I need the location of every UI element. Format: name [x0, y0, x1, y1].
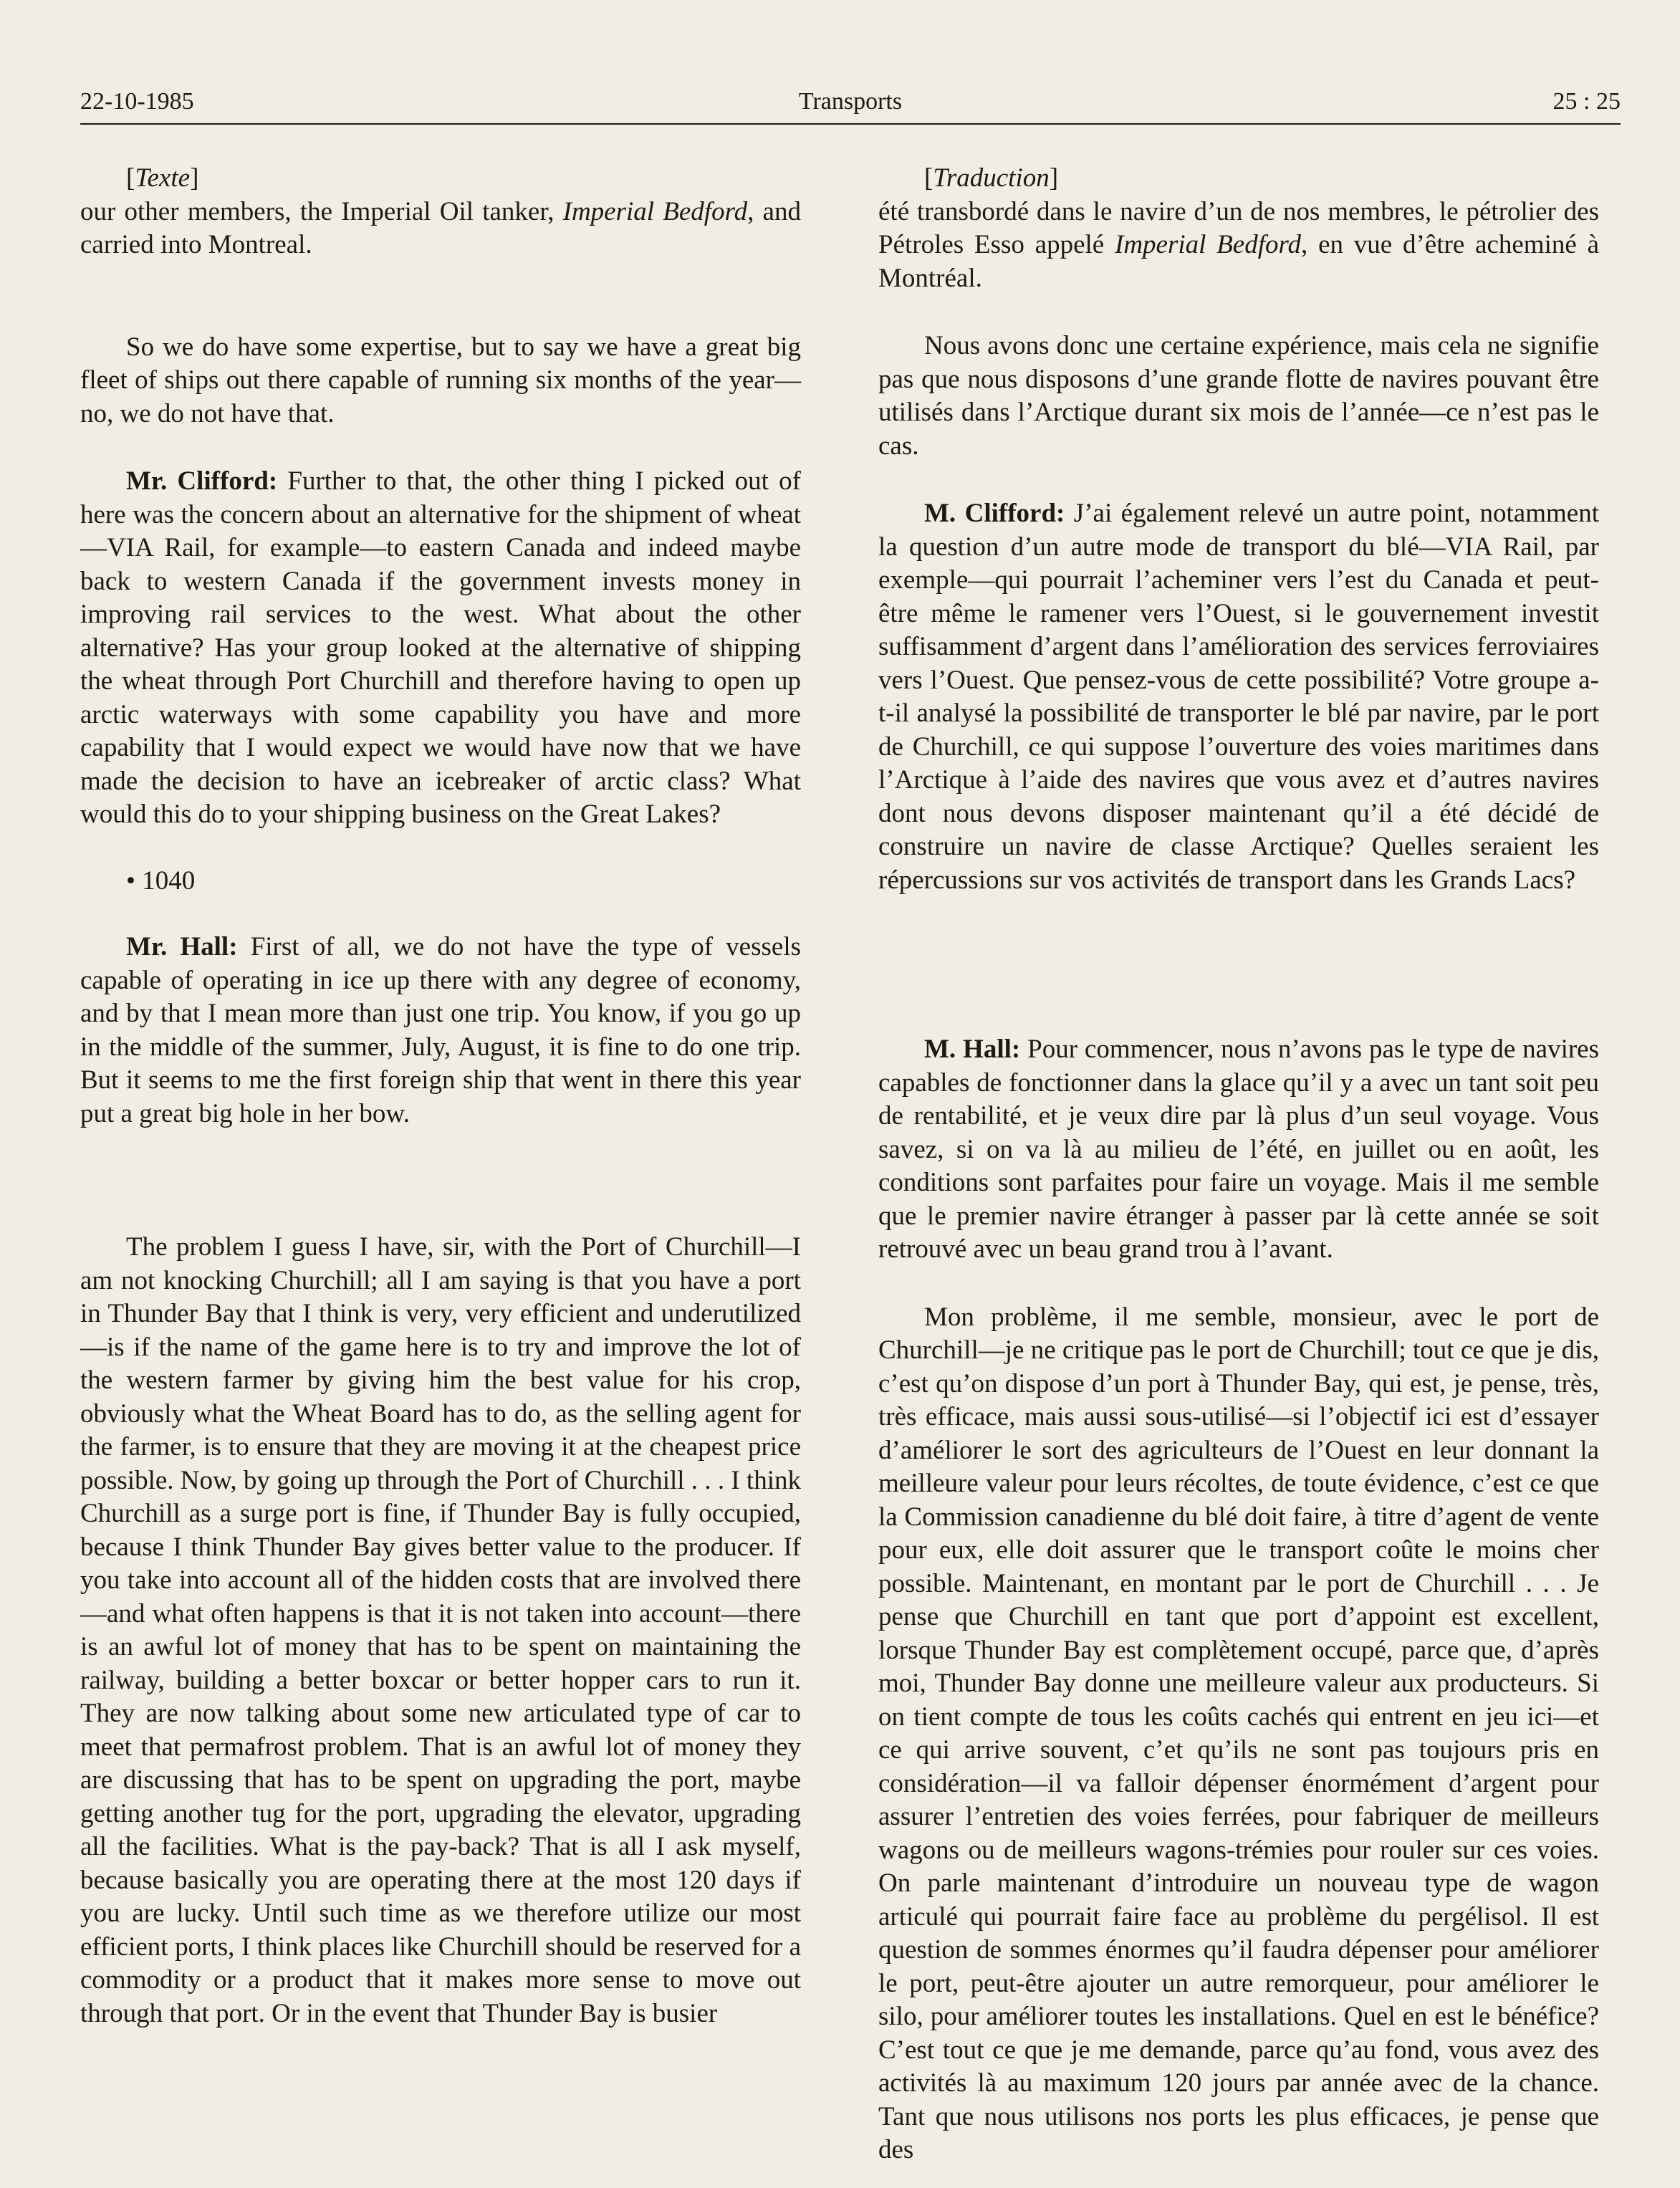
label-traduction-word: Traduction — [933, 163, 1050, 193]
label-texte-word: Texte — [135, 163, 191, 193]
speaker-name: M. Clifford: — [924, 499, 1065, 528]
header-title: Transports — [798, 88, 903, 115]
header-page-number: 25 : 25 — [1552, 88, 1621, 115]
paragraph-clifford — [878, 497, 1599, 897]
speaker-name: Mr. Hall: — [126, 932, 238, 961]
paragraph-5: Mon problème, il me semble, monsieur, avec le port de Churchill—je ne critique pas le port de Churchill; tout ce que je dis, c’est qu’on dispose d’un port à Thunder Bay, qui est, je pense, très, très efficace, mais aussi sous-utilisé—si l’objectif ici est d’essayer d’améliorer le sort des agriculteurs de l’Ouest en leur donnant la meilleure valeur pour leurs récoltes, de toute évidence, c’est ce que la Commission canadienne du blé doit faire, à titre d’agent de vente pour eux, elle doit assurer que le transport coûte le moins cher possible. Maintenant, en montant par le port de Churchill . . . Je pense que Churchill en tant que port d’appoint est excellent, lorsque Thunder Bay est complètement occupé, parce que, d’après moi, Thunder Bay donne une meilleure valeur aux producteurs. Si on tient compte de tous les coûts cachés qui entrent en jeu ici—et ce qui arrive souvent, c’et qu’ils ne sont pas toujours pris en considération—il va falloir dépenser énormément d’argent pour assurer l’entretien des voies ferrées, pour fabriquer de meilleurs wagons ou de meilleurs wagons-trémies pour rouler sur ces voies. On parle maintenant d’introduire un nouveau type de wagon articulé qui pourrait faire face au problème du pergélisol. Il est question de sommes énormes qu’il faudra dépenser pour améliorer le port, peut-être ajouter un autre remorqueur, pour améliorer le silo, pour améliorer toutes les installations. Quel en est le bénéfice? C’est tout ce que je me demande, parce qu’au fond, vous avez des activités là au maximum 120 jours par année avec de la chance. Tant que nous utilisons nos ports les plus efficaces, je pense que des — [878, 1302, 1599, 2164]
paragraph-5: The problem I guess I have, sir, with the Port of Churchill—I am not knocking Churchill; all I am saying is that you have a port in Thunder Bay that I think is very, very efficient and underutilized—is if the name of the game here is to try and improve the lot of the western farmer by giving him the best value for his crop, obviously what the Wheat Board has to do, as the selling agent for the farmer, is to ensure that they are moving it at the cheapest price possible. Now, by going up through the Port of Churchill . . . I think Churchill as a surge port is fine, if Thunder Bay is fully occupied, because I think Thunder Bay gives better value to the producer. If you take into account all of the hidden costs that are involved there—and what often happens is that it is not taken into account—there is an awful lot of money that has to be spent on maintaining the railway, building a better boxcar or better hopper cars to run it. They are now talking about some new articulated type of car to meet that permafrost problem. That is an awful lot of money they are discussing that has to be spent on upgrading the port, maybe getting another tug for the port, upgrading the elevator, upgrading all the facilities. What is the pay-back? That is all I ask myself, because basically you are operating there at the most 120 days if you are lucky. Until such time as we therefore utilize our most efficient ports, I think places like Churchill should be reserved for a commodity or a product that it makes more sense to move out through that port. Or in the event that Thunder Bay is busier — [80, 1232, 801, 2028]
speech-text: First of all, we do not have the type of vessels capable of operating in ice up there with any degree of economy, and by that I mean more than just one trip. You know, if you go up in the middle of the summer, July, August, it is fine to do one trip. But it seems to me the first foreign ship that went in there this year put a great big hole in her bow. — [80, 932, 802, 1128]
speaker-name: M. Hall: — [924, 1035, 1021, 1064]
section-label-traduction: [Traduction] — [924, 163, 1059, 193]
paragraph-hall — [878, 1033, 1599, 1267]
speech-text: Further to that, the other thing I picked out of here was the concern about an alternative for the shipment of wheat—VIA Rail, for example—to eastern Canada and indeed maybe back to western Canada if the government invests money in improving rail services to the west. What about the other alternative? Has your group looked at the alternative of shipping the wheat through Port Churchill and therefore having to open up arctic waterways with some capability you have and more capability that I would expect we would have now that we have made the decision to have an icebreaker of arctic class? What would this do to your shipping business on the Great Lakes? — [80, 466, 801, 829]
paragraph-2: So we do have some expertise, but to say we have a great big fleet of ships out there capable of running six months of the year—no, we do not have that. — [80, 332, 801, 428]
speech-text: Pour commencer, nous n’avons pas le type de navires capables de fonctionner dans la glace qu’il y a avec un tant soit peu de rentabilité, et je veux dire par là plus d’un seul voyage. Vous savez, si on va là au milieu de l’été, en juillet ou en août, les conditions sont parfaites pour faire un voyage. Mais il me semble que le premier navire étranger à passer par là cette année se soit retrouvé avec un beau grand trou à l’avant. — [878, 1035, 1599, 1264]
english-column — [80, 162, 801, 2030]
paragraph-clifford — [80, 465, 801, 832]
paragraph-hall — [80, 931, 801, 1131]
section-label-texte: [Texte] — [126, 163, 199, 193]
header-rule — [80, 123, 1621, 125]
french-column — [878, 162, 1599, 2167]
speaker-name: Mr. Clifford: — [126, 466, 278, 496]
time-marker: • 1040 — [126, 865, 196, 896]
paragraph-2: Nous avons donc une certaine expérience, mais cela ne signifie pas que nous disposons d’une grande flotte de navires pouvant être utilisés dans l’Arctique durant six mois de l’année—ce n’est pas le cas. — [878, 331, 1599, 461]
ship-name: Imperial Bedford — [1115, 230, 1302, 259]
page-header — [80, 85, 1621, 119]
header-date: 22-10-1985 — [80, 88, 194, 115]
ship-name: Imperial Bedford — [562, 196, 748, 226]
paragraph-1: our other members, the Imperial Oil tanker, Imperial Bedford, and carried into Montreal. — [80, 196, 801, 259]
speech-text: J’ai également relevé un autre point, notamment la question d’un autre mode de transport du blé—VIA Rail, par exemple—qui pourrait l’acheminer vers l’est du Canada et peut-être même le ramener vers l’Ouest, si le gouvernement investit suffisamment d’argent dans l’amélioration des services ferroviaires vers l’Ouest. Que pensez-vous de cette possibilité? Votre groupe a-t-il analysé la possibilité de transporter le blé par navire, par le port de Churchill, ce qui suppose l’ouverture des voies maritimes dans l’Arctique à l’aide des navires que vous avez et d’autres navires dont nous devons disposer maintenant qu’il a été décidé de construire un navire de classe Arctique? Quelles seraient les répercussions sur vos activités de transport dans les Grands Lacs? — [878, 499, 1599, 895]
paragraph-1: été transbordé dans le navire d’un de nos membres, le pétrolier des Pétroles Esso appelé Imperial Bedford, en vue d’être acheminé à Montréal. — [878, 196, 1599, 293]
